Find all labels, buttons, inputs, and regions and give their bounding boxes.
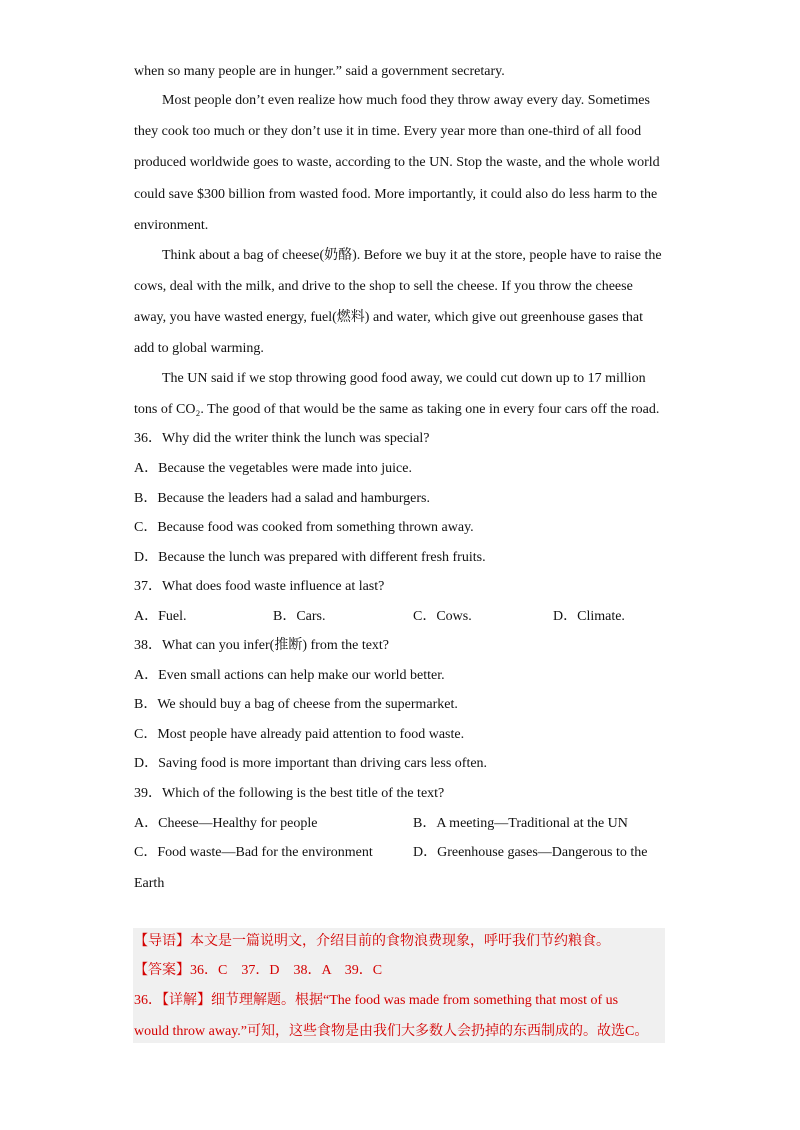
answer-option: C．Because food was cooked from something thrown away. bbox=[134, 520, 474, 535]
passage-line: environment. bbox=[134, 218, 209, 233]
answer-option: A．Even small actions can help make our world better. bbox=[134, 668, 445, 683]
question-stem: 37．What does food waste influence at last? bbox=[134, 579, 385, 594]
answer-intro: 【导语】本文是一篇说明文，介绍目前的食物浪费现象，呼吁我们节约粮食。 bbox=[134, 934, 610, 949]
answer-option: B．Cars. bbox=[273, 609, 326, 624]
answer-option: B．A meeting—Traditional at the UN bbox=[413, 816, 628, 831]
passage-line: add to global warming. bbox=[134, 341, 264, 356]
question-stem: 36．Why did the writer think the lunch was special? bbox=[134, 431, 430, 446]
answer-option: D．Greenhouse gases—Dangerous to the bbox=[413, 845, 648, 860]
answer-option: D．Because the lunch was prepared with different fresh fruits. bbox=[134, 550, 486, 565]
answer-option: B．We should buy a bag of cheese from the supermarket. bbox=[134, 697, 458, 712]
passage-line: when so many people are in hunger.” said a government secretary. bbox=[134, 64, 505, 79]
question-stem: 39．Which of the following is the best title of the text? bbox=[134, 786, 445, 801]
question-stem: 38．What can you infer(推断) from the text? bbox=[134, 638, 390, 653]
answer-option: A．Cheese—Healthy for people bbox=[134, 816, 318, 831]
passage-line: The UN said if we stop throwing good food away, we could cut down up to 17 million bbox=[162, 371, 646, 386]
passage-line: tons of CO₂. The good of that would be the same as taking one in every four cars off the road. bbox=[134, 402, 660, 417]
passage-line: could save $300 billion from wasted food. More importantly, it could also do less harm to the bbox=[134, 187, 658, 202]
passage-line: they cook too much or they don’t use it in time. Every year more than one-third of all food bbox=[134, 124, 642, 139]
answer-option-continuation: Earth bbox=[134, 876, 165, 891]
passage-line: Most people don’t even realize how much food they throw away every day. Sometimes bbox=[162, 93, 650, 108]
answer-option: A．Fuel. bbox=[134, 609, 187, 624]
answer-option: A．Because the vegetables were made into juice. bbox=[134, 461, 412, 476]
passage-line: Think about a bag of cheese(奶酪). Before we buy it at the store, people have to raise the bbox=[162, 248, 662, 263]
answer-option: C．Food waste—Bad for the environment bbox=[134, 845, 373, 860]
answer-option: D．Climate. bbox=[553, 609, 625, 624]
passage-line: away, you have wasted energy, fuel(燃料) and water, which give out greenhouse gases that bbox=[134, 310, 643, 325]
passage-line: produced worldwide goes to waste, according to the UN. Stop the waste, and the whole world bbox=[134, 155, 660, 170]
answer-option: B．Because the leaders had a salad and hamburgers. bbox=[134, 491, 430, 506]
answer-key: 【答案】36．C 37．D 38．A 39．C bbox=[134, 963, 383, 978]
answer-detail: would throw away.”可知，这些食物是由我们大多数人会扔掉的东西制成的。故选C。 bbox=[134, 1024, 649, 1039]
answer-option: D．Saving food is more important than driving cars less often. bbox=[134, 756, 488, 771]
answer-option: C．Cows. bbox=[413, 609, 472, 624]
answer-option: C．Most people have already paid attention to food waste. bbox=[134, 727, 465, 742]
passage-line: cows, deal with the milk, and drive to the shop to sell the cheese. If you throw the cheese bbox=[134, 279, 633, 294]
answer-detail: 36．【详解】细节理解题。根据“The food was made from something that most of us bbox=[134, 993, 619, 1008]
